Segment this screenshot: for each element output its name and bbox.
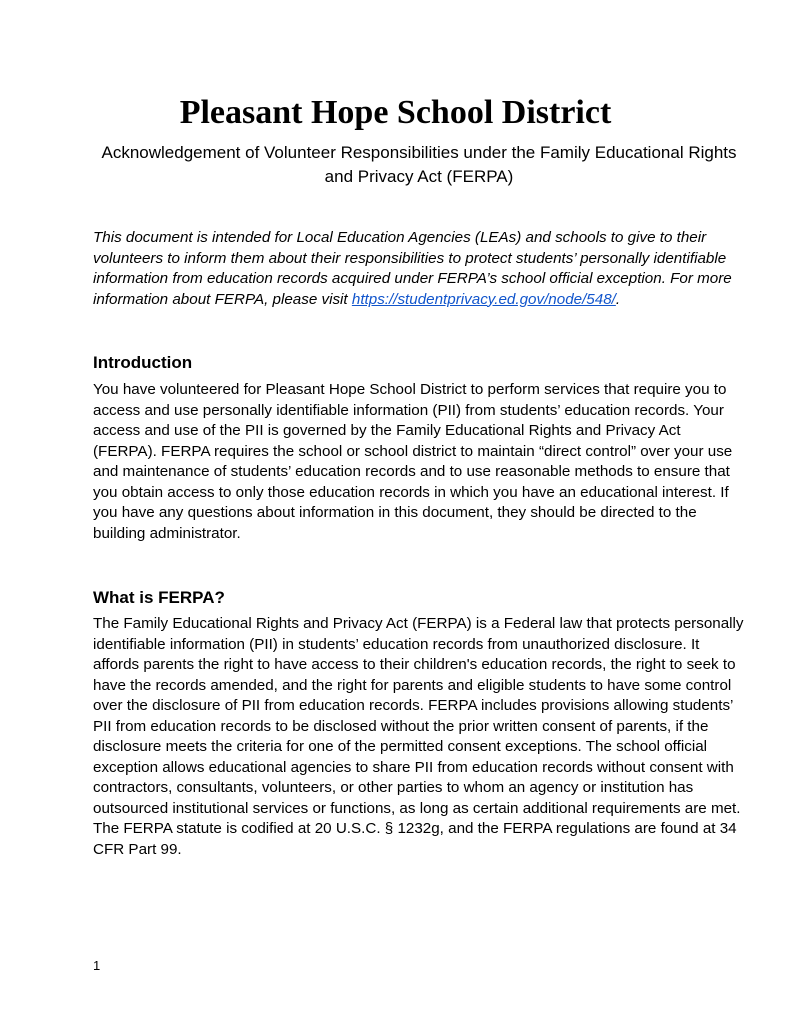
document-subtitle: Acknowledgement of Volunteer Responsibilities under the Family Educational Rights and Privacy Act (FERPA) bbox=[101, 143, 737, 186]
section-heading-introduction: Introduction bbox=[93, 353, 193, 372]
intro-note-text: This document is intended for Local Education Agencies (LEAs) and schools to give to their volunteers to inform them about their responsibilities to protect students’ personally identifiable information from education records acquired under FERPA’s school official exception. For more information about FERPA, please visit bbox=[93, 229, 732, 308]
section-body-introduction: You have volunteered for Pleasant Hope School District to perform services that require you to access and use personally identifiable information (PII) from students’ education records. Your access and use of the PII is governed by the Family Educational Rights and Privacy Act (FERPA). FERPA requires the school or school district to maintain “direct control” over your use and maintenance of students’ education records and to use reasonable methods to ensure that you obtain access to only those education records in which you have an educational interest. If you have any questions about information in this document, they should be directed to the building administrator. bbox=[93, 381, 733, 542]
intro-note bbox=[93, 228, 747, 310]
document-title: Pleasant Hope School District bbox=[179, 94, 612, 131]
section-heading-what-is-ferpa: What is FERPA? bbox=[93, 588, 225, 607]
page-number: 1 bbox=[93, 958, 101, 973]
ferpa-info-link[interactable]: https://studentprivacy.ed.gov/node/548/ bbox=[351, 290, 616, 308]
intro-note-text-end: . bbox=[615, 290, 621, 308]
section-body-what-is-ferpa: The Family Educational Rights and Privacy Act (FERPA) is a Federal law that protects personally identifiable information (PII) in students’ education records from unauthorized disclosure. It affords parents the right to have access to their children's education records, the right to seek to have the records amended, and the right for parents and eligible students to have some control over the disclosure of PII from education records. FERPA includes provisions allowing students’ PII from education records to be disclosed without the prior written consent of parents, if the disclosure meets the criteria for one of the permitted consent exceptions. The school official exception allows educational agencies to share PII from education records without consent with contractors, consultants, volunteers, or other parties to whom an agency or institution has outsourced institutional services or functions, as long as certain additional requirements are met. The FERPA statute is codified at 20 U.S.C. § 1232g, and the FERPA regulations are found at 34 CFR Part 99. bbox=[93, 615, 744, 858]
